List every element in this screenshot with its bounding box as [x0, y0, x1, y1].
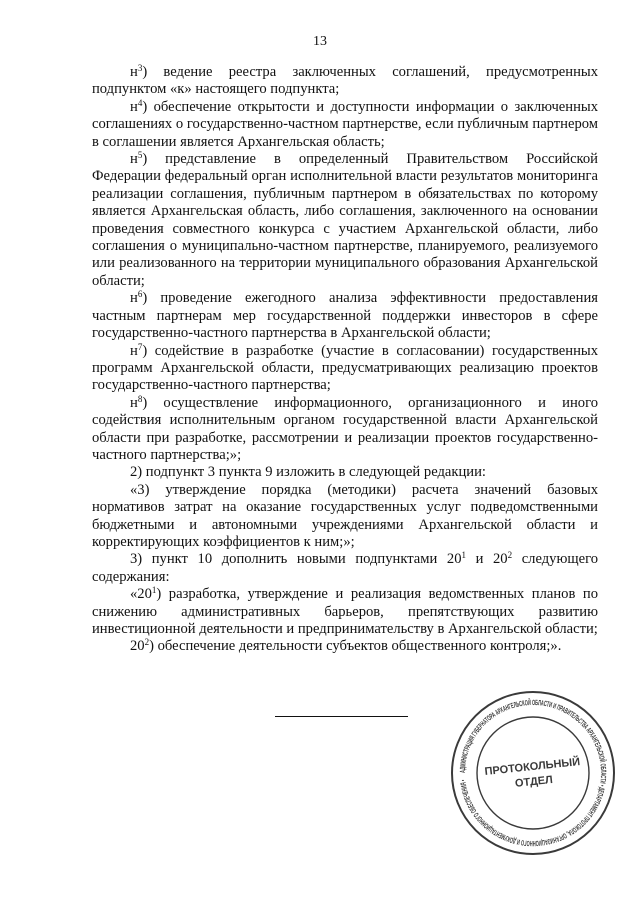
paragraph: [92, 290, 598, 342]
paragraph-text: н: [130, 342, 138, 359]
paragraph: [92, 395, 598, 465]
protocol-department-stamp: [448, 688, 618, 858]
paragraph-text: ) содействие в разработке (участие в согласовании) государственных программ Архангельской области, предусматривающих реализацию проектов государственно-частного партнерства;: [92, 342, 598, 394]
paragraph-text: ) представление в определенный Правительством Российской Федерации федеральный орган исполнительной власти результатов мониторинга реализации соглашения, публичным партнером в обязательствах по которому является Архангельская область, либо соглашения, заключенного на основании проведения совместного конкурса с участием Архангельской области, либо соглашения о муниципально-частном партнерстве, планируемого, реализуемого или реализованного на территории муниципального образования Архангельской области;: [92, 151, 598, 289]
paragraph-text: ) осуществление информационного, организационного и иного содействия исполнительным органом государственной власти Архангельской области при разработке, рассмотрении и реализации проектов государственно-частного партнерства;»;: [92, 394, 598, 463]
paragraph: [92, 343, 598, 395]
paragraph-text: н: [130, 98, 138, 115]
paragraph-text: «3) утверждение порядка (методики) расчета значений базовых нормативов затрат на оказание государственных услуг подведомственными бюджетными и автономными учреждениями Архангельской области и корректирующих коэффициентов к ним;»;: [92, 481, 598, 550]
paragraph: [92, 464, 598, 481]
stamp-center-line1: ПРОТОКОЛЬНЫЙ: [484, 756, 581, 779]
paragraph-text: ) разработка, утверждение и реализация ведомственных планов по снижению административных барьеров, препятствующих развитию инвестиционной деятельности и предпринимательству в Архангельской области;: [92, 586, 598, 637]
paragraph: [92, 586, 598, 638]
paragraph-text: ) проведение ежегодного анализа эффективности предоставления частным партнерам мер государственной поддержки инвесторов в сфере государственно-частного партнерства в Архангельской области;: [92, 290, 598, 342]
stamp-outer-ring: [452, 692, 614, 854]
paragraph-text: н: [130, 290, 138, 307]
paragraph-text: следующего содержания:: [92, 551, 599, 585]
document-body: [92, 64, 598, 656]
paragraph-text: н: [130, 64, 138, 80]
paragraph: [92, 64, 598, 99]
signature-line: [275, 716, 408, 717]
paragraph-text: «20: [130, 586, 152, 603]
superscript: 2: [144, 637, 150, 648]
paragraph-text: н: [130, 394, 138, 411]
superscript: 2: [507, 550, 513, 561]
paragraph-text: ) ведение реестра заключенных соглашений, предусмотренных подпунктом «к» настоящего подпункта;: [92, 64, 598, 98]
paragraph-text: ) обеспечение деятельности субъектов общественного контроля;».: [149, 638, 562, 655]
paragraph-text: ) обеспечение открытости и доступности информации о заключенных соглашениях о государственно-частном партнерстве, если публичным партнером в соглашении является Архангельская область;: [92, 98, 598, 150]
superscript: 6: [137, 289, 143, 300]
stamp-center-line2: ОТДЕЛ: [514, 774, 554, 790]
superscript: 8: [137, 393, 143, 404]
paragraph: [92, 638, 598, 655]
superscript: 5: [137, 150, 143, 161]
paragraph: [92, 482, 598, 552]
paragraph: [92, 151, 598, 290]
stamp-ring-text: АДМИНИСТРАЦИЯ ГУБЕРНАТОРА АРХАНГЕЛЬСКОЙ ОБЛАСТИ И ПРАВИТЕЛЬСТВА АРХАНГЕЛЬСКОЙ ОБЛАСТИ • ДЕПАРТАМЕНТ ПРОТОКОЛА, ОРГАНИЗАЦИОННОГО И ДОКУМЕНТАЦИОННОГО ОБЕСПЕЧЕНИЯ •: [457, 697, 609, 849]
superscript: 1: [151, 585, 157, 596]
paragraph-text: 2) подпункт 3 пункта 9 изложить в следующей редакции:: [130, 464, 486, 481]
paragraph: [92, 99, 598, 151]
paragraph-text: 3) пункт 10 дополнить новыми подпунктами 20: [130, 551, 462, 568]
paragraph-text: 20: [130, 638, 145, 655]
superscript: 7: [137, 341, 143, 352]
superscript: 3: [137, 63, 143, 73]
paragraph-text: и 20: [466, 551, 508, 568]
paragraph: [92, 551, 598, 586]
page-number: 13: [313, 34, 327, 49]
superscript: 1: [461, 550, 467, 561]
paragraph-text: н: [130, 151, 138, 168]
superscript: 4: [137, 97, 143, 108]
